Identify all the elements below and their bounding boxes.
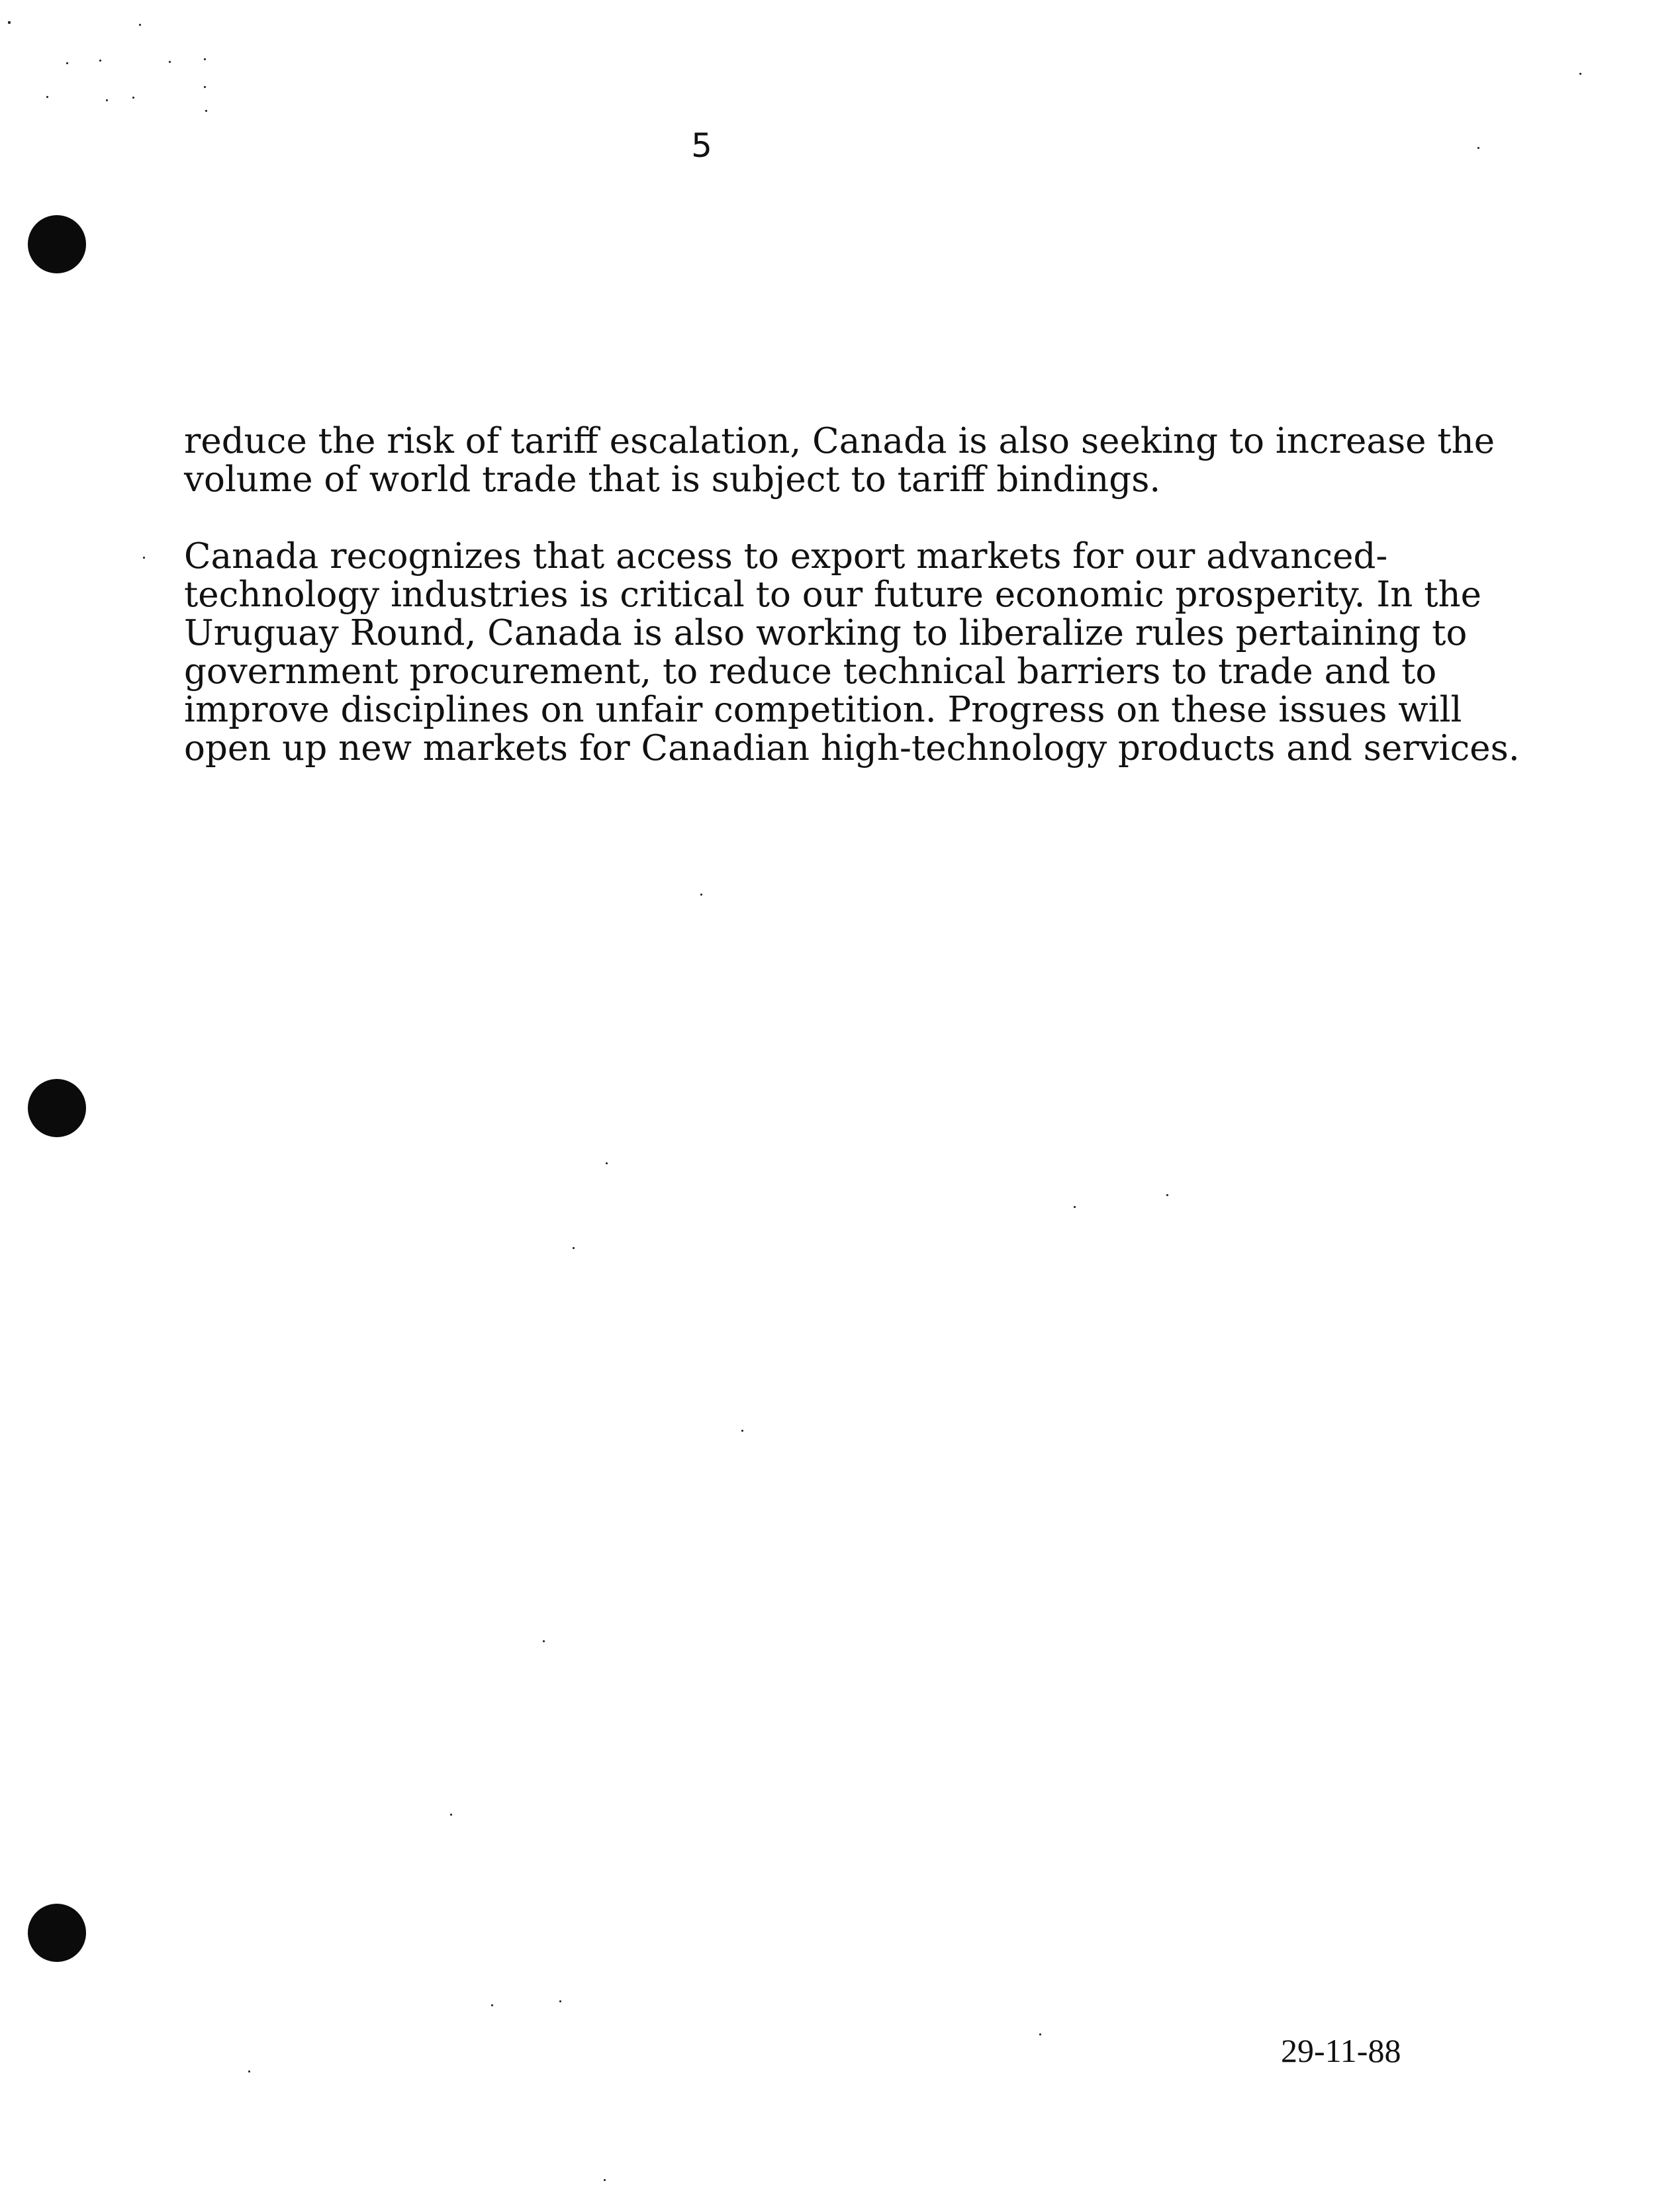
scan-speck [8,21,11,24]
scan-speck [1579,73,1581,75]
text-line: technology industries is critical to our future economic prosperity. In the [184,575,1482,615]
punch-hole-top [28,215,86,273]
scan-speck [99,60,101,62]
scan-speck [46,96,48,98]
scan-speck [559,2000,561,2002]
scan-speck [450,1814,452,1816]
text-line: volume of world trade that is subject to tariff bindings. [184,459,1161,500]
text-line: government procurement, to reduce technical barriers to trade and to [184,651,1437,692]
scan-speck [543,1640,545,1642]
scan-speck [604,2179,606,2181]
scan-speck [132,97,134,99]
scan-speck [204,86,206,88]
scan-speck [491,2004,493,2006]
scan-speck [1166,1194,1168,1196]
page-number: 5 [691,126,712,165]
scan-speck [143,557,145,559]
scan-speck [248,2071,250,2072]
document-date: 29-11-88 [1281,2032,1401,2069]
scan-speck [139,24,141,26]
scan-speck [606,1162,608,1164]
text-line: Canada recognizes that access to export markets for our advanced- [184,536,1388,577]
scan-speck [741,1430,743,1432]
scan-speck [1477,147,1479,149]
text-line: open up new markets for Canadian high-technology products and services. [184,728,1520,768]
scan-speck [66,62,68,64]
scan-speck [204,58,206,60]
scan-speck [1039,2033,1041,2035]
paragraph-tariff-bindings [184,422,1528,499]
scan-speck [106,99,108,101]
scan-speck [205,110,207,112]
paragraph-advanced-technology [184,537,1528,768]
text-line: reduce the risk of tariff escalation, Canada is also seeking to increase the [184,421,1495,461]
punch-hole-bottom [28,1904,86,1962]
body-text [184,422,1528,768]
scan-speck [169,61,171,63]
text-line: improve disciplines on unfair competition. Progress on these issues will [184,690,1462,730]
text-line: Uruguay Round, Canada is also working to liberalize rules pertaining to [184,613,1468,653]
scan-speck [573,1247,575,1249]
punch-hole-middle [28,1079,86,1137]
scan-speck [700,894,702,896]
scan-speck [1074,1206,1076,1208]
